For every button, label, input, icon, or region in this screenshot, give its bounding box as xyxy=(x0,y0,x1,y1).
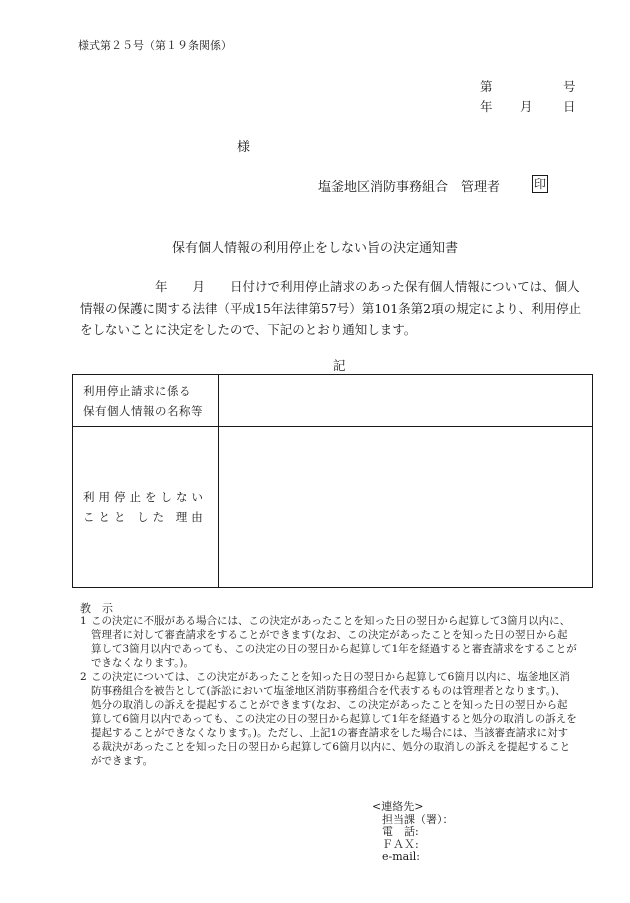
label-line: 利用停止をしない xyxy=(83,490,207,504)
contact-heading: <連絡先> xyxy=(372,800,424,813)
note-line: 提起することができなくなります。)。ただし、上記1の審査請求をした場合には、当該審査請求に対す xyxy=(91,727,569,739)
body-line: をしないことに決定をしたので、下記のとおり通知します。 xyxy=(80,322,417,337)
label-line: ことと した 理由 xyxy=(83,510,207,524)
note-line: この決定については、この決定があったことを知った日の翌日から起算して6箇月以内に、塩釜地区消 xyxy=(91,671,570,683)
document-title: 保有個人情報の利用停止をしない旨の決定通知書 xyxy=(171,241,458,256)
note-line: 処分の取消しの訴えを提起することができます(なお、この決定があったことを知った日の翌日から起 xyxy=(91,699,568,711)
doc-number-suffix: 号 xyxy=(563,79,576,94)
note-line: ができます。 xyxy=(91,755,154,767)
note-line: る裁決があったことを知った日の翌日から起算して6箇月以内に、処分の取消しの訴えを提起すること xyxy=(91,741,571,753)
body-paragraph xyxy=(80,276,600,341)
form-number: 様式第２５号（第１９条関係） xyxy=(78,39,232,52)
ki-heading: 記 xyxy=(333,358,346,373)
table-row xyxy=(73,427,593,588)
note-line: 防事務組合を被告として(訴訟において塩釜地区消防事務組合を代表するものは管理者となります。)、 xyxy=(91,685,566,697)
date-year: 年 xyxy=(480,99,493,114)
contact-email: e-mail: xyxy=(382,850,420,863)
addressee-suffix: 様 xyxy=(237,140,251,155)
table-row xyxy=(73,375,593,427)
contact-fax: ＦＡＸ: xyxy=(382,837,419,851)
record-table xyxy=(72,374,593,588)
note-line: 算して6箇月以内であっても、この決定の日の翌日から起算して1年を経過すると処分の取消しの訴えを xyxy=(91,713,577,725)
note-number: 2 xyxy=(80,671,87,683)
body-line: 年 月 日付けで利用停止請求のあった保有個人情報については、個人 xyxy=(80,279,580,294)
issuer-name: 塩釜地区消防事務組合 管理者 xyxy=(318,180,501,195)
body-line: 情報の保護に関する法律（平成15年法律第57号）第101条第2項の規定により、利用停止 xyxy=(80,300,582,316)
seal-stamp: 印 xyxy=(534,177,547,191)
date-day: 日 xyxy=(563,99,576,114)
note-item xyxy=(80,670,608,768)
contact-dept: 担当課（署）： xyxy=(382,812,454,826)
info-name-value[interactable] xyxy=(219,375,593,427)
contact-tel: 電 話: xyxy=(382,825,419,838)
note-line: 管理者に対して審査請求をすることができます(なお、この決定があったことを知った日の翌日から起 xyxy=(91,629,568,641)
reason-value[interactable] xyxy=(219,427,593,588)
reason-label xyxy=(73,427,219,588)
contact-block xyxy=(372,801,454,864)
label-line: 利用停止請求に係る xyxy=(83,383,191,398)
kyoji-heading: 教 示 xyxy=(80,602,113,615)
doc-number-prefix: 第 xyxy=(480,79,493,94)
label-line: 保有個人情報の名称等 xyxy=(83,403,203,418)
note-line: この決定に不服がある場合には、この決定があったことを知った日の翌日から起算して3箇月以内に、 xyxy=(91,615,571,627)
date-month: 月 xyxy=(520,99,533,114)
note-line: 算して3箇月以内であっても、この決定の日の翌日から起算して1年を経過すると審査請求をすることが xyxy=(91,643,577,655)
instruction-notes xyxy=(80,614,608,768)
note-item xyxy=(80,614,608,670)
note-line: できなくなります。)。 xyxy=(91,657,195,669)
note-number: 1 xyxy=(80,615,87,627)
info-name-label xyxy=(73,375,219,427)
